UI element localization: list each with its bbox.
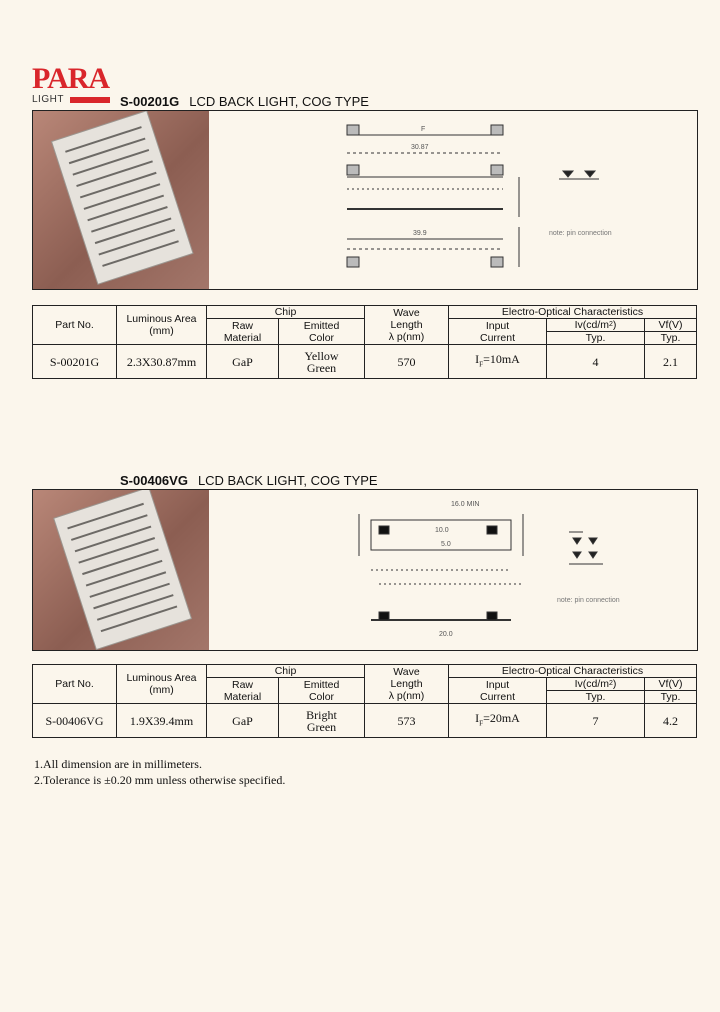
cell-part-no: S-00201G (33, 345, 117, 379)
product-2-dim-top: 16.0 MIN (451, 501, 480, 508)
header-chip: Chip (207, 665, 365, 678)
product-2-panel (32, 489, 698, 651)
table-row (33, 704, 697, 738)
product-1-code: S-00201G (120, 94, 180, 109)
header-input-current: Input Current (449, 319, 547, 345)
header-chip: Chip (207, 306, 365, 319)
header-electro-optical: Electro-Optical Characteristics (449, 665, 697, 678)
header-wave-length: Wave Length λ p(nm) (365, 665, 449, 704)
brand-logo-bar (32, 93, 110, 106)
product-1-drawing (323, 117, 663, 285)
brand-logo-sub: LIGHT (32, 94, 64, 105)
footnotes (34, 756, 285, 788)
product-1-spec-table (32, 305, 697, 379)
backlight-photo-image (33, 111, 209, 289)
brand-logo: PARA (32, 62, 110, 95)
product-2-drawing-note: note: pin connection (557, 597, 620, 604)
cell-emitted: Bright Green (279, 704, 365, 738)
cell-wave: 570 (365, 345, 449, 379)
product-2-desc: LCD BACK LIGHT, COG TYPE (197, 473, 378, 488)
header-iv: $Iv(cd/m^2)$ (547, 678, 645, 691)
product-2-drawing (343, 494, 673, 646)
header-vf-typ: Typ. (645, 691, 697, 704)
cell-wave: 573 (365, 704, 449, 738)
cell-emitted: Yellow Green (279, 345, 365, 379)
header-vf-typ: Typ. (645, 332, 697, 345)
product-2-dim-c: 20.0 (439, 631, 453, 638)
header-electro-optical: Electro-Optical Characteristics (449, 306, 697, 319)
header-iv: $Iv(cd/m^2)$ (547, 319, 645, 332)
product-1-title (120, 94, 369, 110)
brand-logo-stripe (70, 97, 110, 103)
product-2-photo (33, 490, 209, 650)
product-1-panel (32, 110, 698, 290)
product-2-spec-table (32, 664, 697, 738)
header-emitted-color: Emitted Color (279, 678, 365, 704)
cell-raw: GaP (207, 704, 279, 738)
header-raw-material: Raw Material (207, 678, 279, 704)
header-part-no: Part No. (33, 665, 117, 704)
cell-iv: 4 (547, 345, 645, 379)
header-raw-material: Raw Material (207, 319, 279, 345)
product-2-dim-b: 5.0 (441, 541, 451, 548)
cell-area: 1.9X39.4mm (117, 704, 207, 738)
cell-vf: 4.2 (645, 704, 697, 738)
product-1-drawing-note: note: pin connection (549, 230, 612, 237)
footnote-2: 2.Tolerance is ±0.20 mm unless otherwise specified. (34, 773, 286, 787)
cell-input-current: $I_F=20mA$ (449, 704, 547, 738)
header-part-no: Part No. (33, 306, 117, 345)
cell-input-current: $I_F=10mA$ (449, 345, 547, 379)
header-luminous-area: Luminous Area (mm) (117, 665, 207, 704)
header-wave-length: Wave Length λ p(nm) (365, 306, 449, 345)
header-input-current: Input Current (449, 678, 547, 704)
backlight-photo-image (33, 490, 209, 650)
footnote-1: 1.All dimension are in millimeters. (34, 757, 202, 771)
cell-area: 2.3X30.87mm (117, 345, 207, 379)
product-1-desc: LCD BACK LIGHT, COG TYPE (189, 94, 369, 109)
header-emitted-color: Emitted Color (279, 319, 365, 345)
product-2-title (120, 473, 378, 489)
product-1-photo (33, 111, 209, 289)
product-1-dim-total: 39.9 (413, 230, 427, 237)
product-1-dim-top: F (421, 126, 426, 133)
cell-iv: 7 (547, 704, 645, 738)
header-iv-typ: Typ. (547, 691, 645, 704)
cell-raw: GaP (207, 345, 279, 379)
cell-part-no: S-00406VG (33, 704, 117, 738)
product-1-dim-length: 30.87 (411, 144, 429, 151)
header-luminous-area: Luminous Area (mm) (117, 306, 207, 345)
product-2-code: S-00406VG (120, 473, 188, 488)
cell-vf: 2.1 (645, 345, 697, 379)
header-iv-typ: Typ. (547, 332, 645, 345)
product-2-dim-a: 10.0 (435, 527, 449, 534)
table-row (33, 345, 697, 379)
header-vf: Vf(V) (645, 319, 697, 332)
header-vf: Vf(V) (645, 678, 697, 691)
